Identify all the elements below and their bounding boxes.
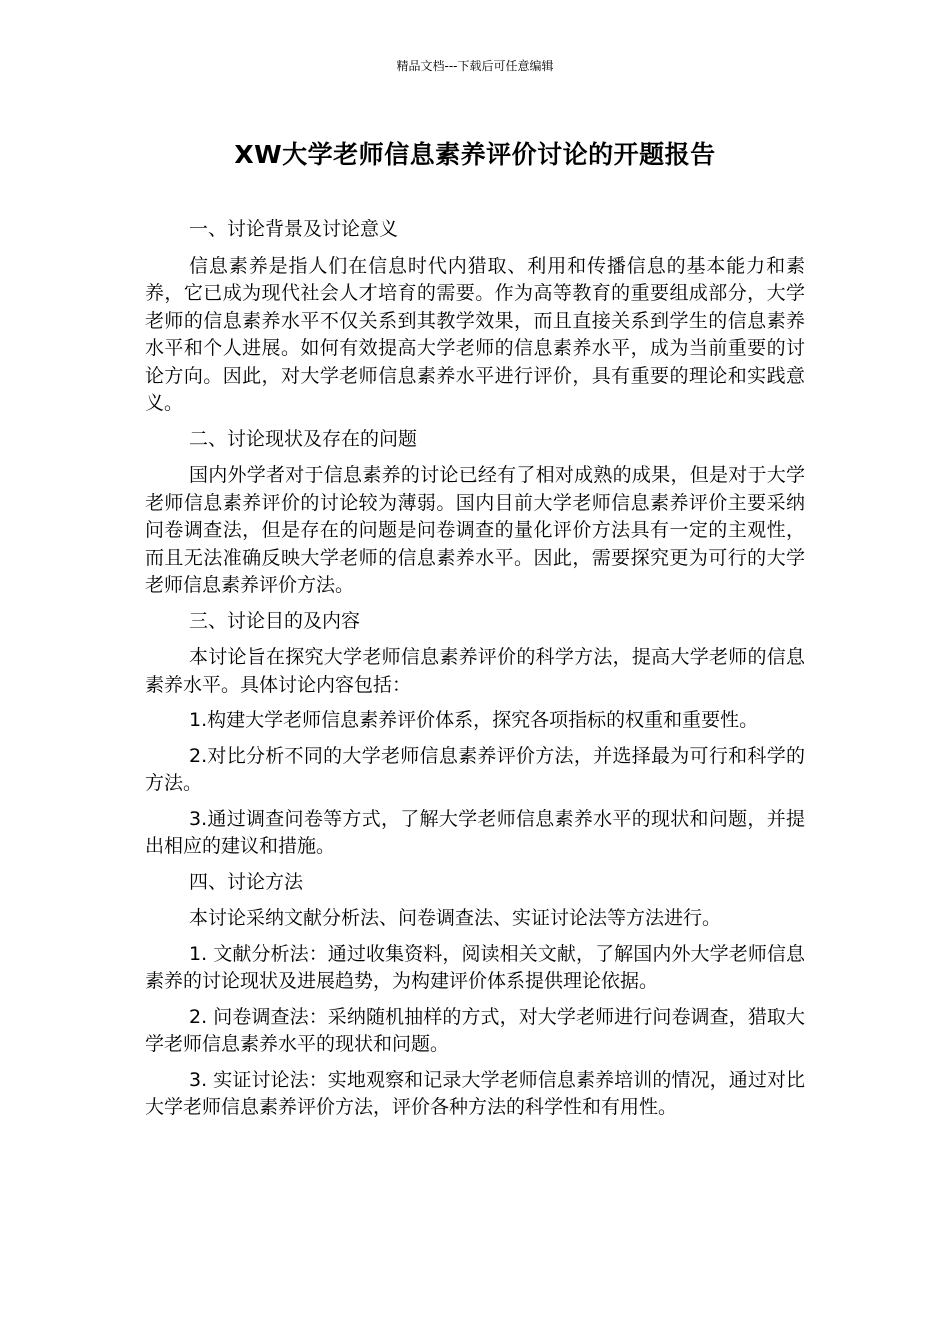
document-body	[145, 216, 805, 1130]
paragraph-purpose-intro: 本讨论旨在探究大学老师信息素养评价的科学方法，提高大学老师的信息素养水平。具体讨论内容包括：	[145, 646, 805, 696]
document-title: XW大学老师信息素养评价讨论的开题报告	[234, 140, 716, 169]
paragraph-background: 信息素养是指人们在信息时代内猎取、利用和传播信息的基本能力和素养，它已成为现代社会人才培育的需要。作为高等教育的重要组成部分，大学老师的信息素养水平不仅关系到其教学效果，而且直接关系到学生的信息素养水平和个人进展。如何有效提高大学老师的信息素养水平，成为当前重要的讨论方向。因此，对大学老师信息素养水平进行评价，具有重要的理论和实践意义。	[145, 254, 805, 414]
list-item-method-2: 2. 问卷调查法：采纳随机抽样的方式，对大学老师进行问卷调查，猎取大学老师信息素养水平的现状和问题。	[145, 1005, 805, 1055]
header-note: 精品文档---下载后可任意编辑	[396, 59, 554, 73]
section-heading-methods: 四、讨论方法	[189, 870, 304, 893]
list-item-purpose-3: 3.通过调查问卷等方式，了解大学老师信息素养水平的现状和问题，并提出相应的建议和措施。	[145, 807, 805, 857]
list-item-purpose-1: 1.构建大学老师信息素养评价体系，探究各项指标的权重和重要性。	[189, 709, 759, 731]
section-heading-background: 一、讨论背景及讨论意义	[189, 218, 399, 240]
list-item-method-3: 3. 实证讨论法：实地观察和记录大学老师信息素养培训的情况，通过对比大学老师信息素养评价方法，评价各种方法的科学性和有用性。	[145, 1068, 805, 1118]
paragraph-methods-intro: 本讨论采纳文献分析法、问卷调查法、实证讨论法等方法进行。	[189, 907, 722, 929]
paragraph-status: 国内外学者对于信息素养的讨论已经有了相对成熟的成果，但是对于大学老师信息素养评价的讨论较为薄弱。国内目前大学老师信息素养评价主要采纳问卷调查法，但是存在的问题是问卷调查的量化评价方法具有一定的主观性，而且无法准确反映大学老师的信息素养水平。因此，需要探究更为可行的大学老师信息素养评价方法。	[145, 464, 805, 596]
section-heading-purpose: 三、讨论目的及内容	[189, 609, 361, 632]
list-item-purpose-2: 2.对比分析不同的大学老师信息素养评价方法，并选择最为可行和科学的方法。	[145, 744, 805, 794]
list-item-method-1: 1. 文献分析法：通过收集资料，阅读相关文献，了解国内外大学老师信息素养的讨论现状及进展趋势，为构建评价体系提供理论依据。	[145, 942, 805, 992]
section-heading-status: 二、讨论现状及存在的问题	[189, 427, 418, 450]
